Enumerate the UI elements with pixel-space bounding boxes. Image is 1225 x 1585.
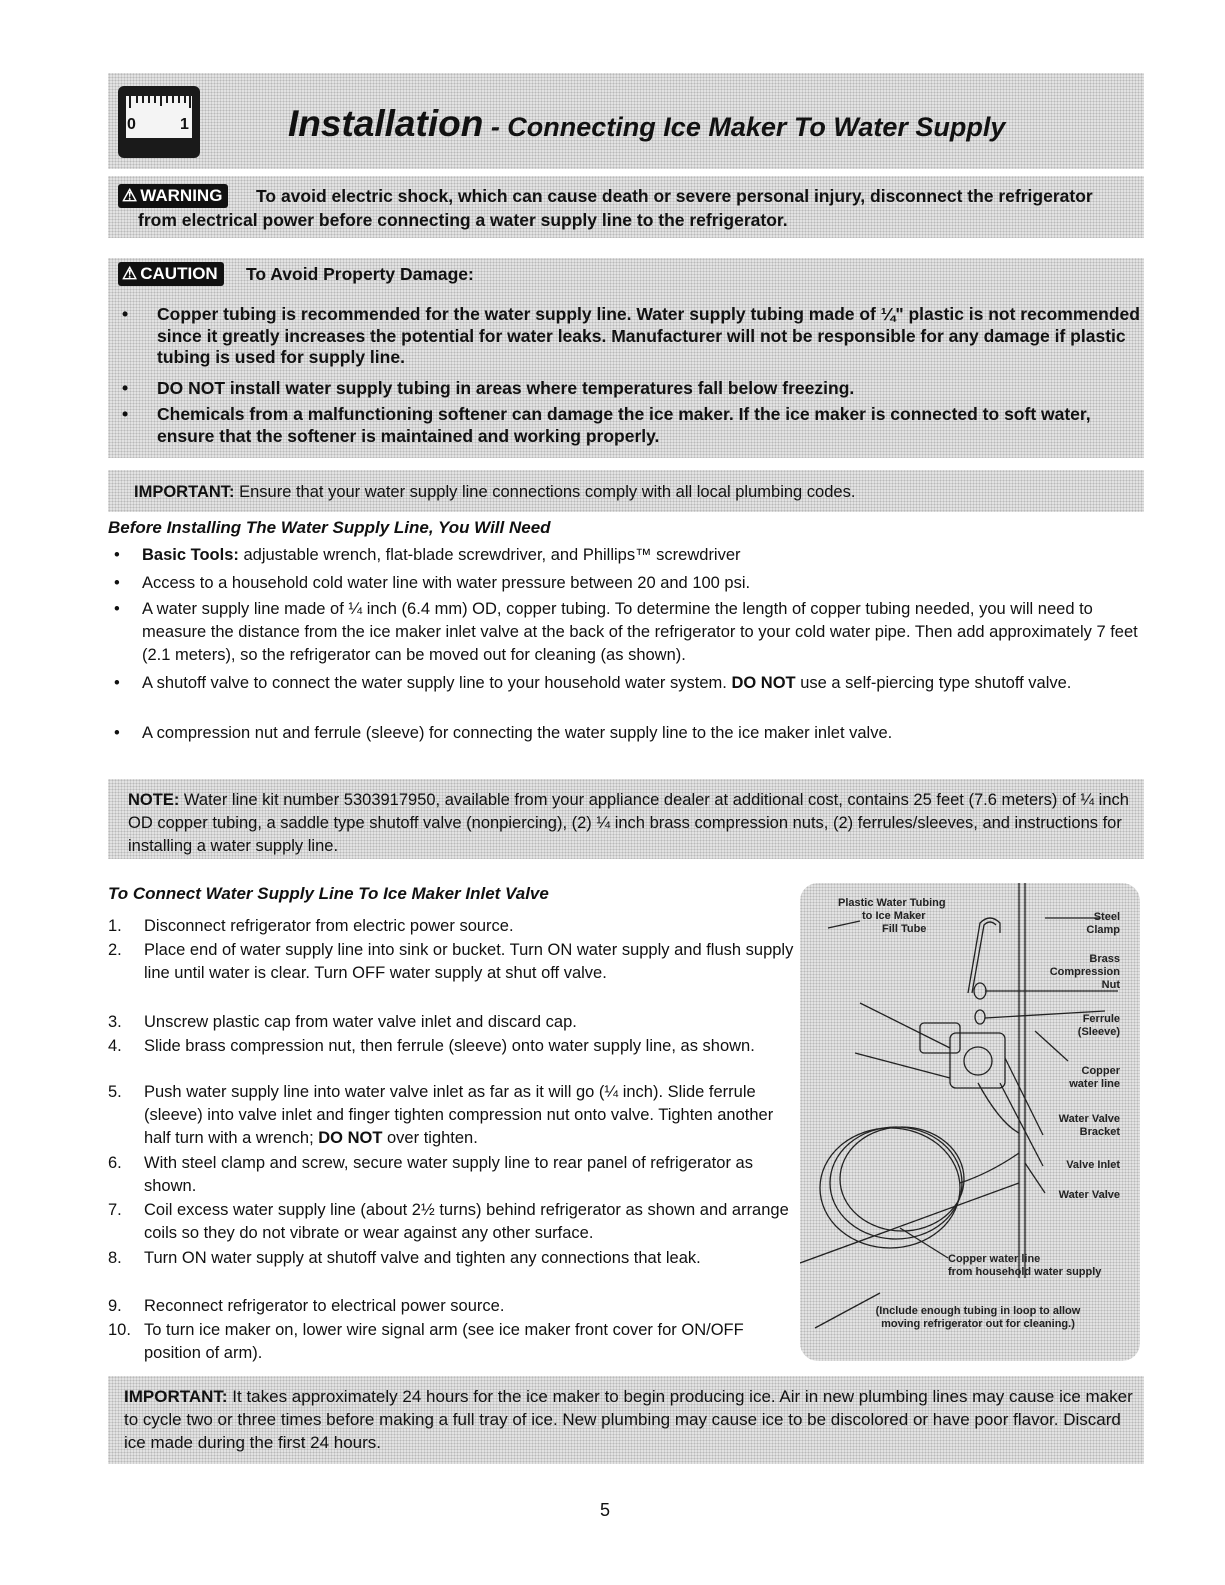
step-text: Reconnect refrigerator to electrical power source. [144, 1297, 505, 1315]
bullet-dot: • [114, 574, 120, 592]
step-bold: DO NOT [318, 1129, 383, 1147]
caution-bullet-text: Copper tubing is recommended for the water supply line. Water supply tubing made of ¼" plastic is not recommended since it greatly increases the potential for water leaks. Manufacturer will not be responsible for any damage if plastic tubing is used for supply line. [157, 304, 1140, 367]
step-number: 10. [108, 1321, 131, 1339]
ice-maker-connection-diagram [800, 883, 1140, 1361]
ruler-number-0: 0 [127, 116, 136, 133]
bullet-dot: • [122, 378, 129, 398]
requirements-heading: Before Installing The Water Supply Line, You Will Need [108, 518, 551, 537]
step-number: 7. [108, 1201, 122, 1219]
bullet-dot: • [114, 546, 120, 564]
important-box-plumbing [108, 470, 1144, 512]
step-text: Disconnect refrigerator from electric power source. [144, 917, 514, 935]
step-text: Coil excess water supply line (about 2½ turns) behind refrigerator as shown and arrange coils so they do not vibrate or wear against any other surface. [144, 1201, 789, 1242]
bullet-dot: • [114, 600, 120, 618]
step-number: 1. [108, 917, 122, 935]
requirement-bold: DO NOT [731, 674, 796, 692]
ruler-number-1: 1 [180, 116, 189, 133]
requirement-text: Access to a household cold water line with water pressure between 20 and 100 psi. [142, 574, 751, 592]
step-number: 3. [108, 1013, 122, 1031]
label-water-valve-bracket: Water Valve Bracket [1058, 1113, 1120, 1138]
step-text: over tighten. [382, 1129, 478, 1147]
label-copper-water-line-household: Copper water line from household water supply [948, 1253, 1102, 1278]
bullet-dot: • [122, 404, 129, 424]
caution-bullet-text: DO NOT install water supply tubing in areas where temperatures fall below freezing. [157, 378, 855, 398]
page-title [288, 103, 1005, 145]
important-plumbing-body: Ensure that your water supply line connections comply with all local plumbing codes. [234, 483, 856, 501]
important-label: IMPORTANT: [134, 483, 235, 501]
requirement-text: A water supply line made of ¼ inch (6.4 mm) OD, copper tubing. To determine the length of copper tubing needed, you will need to measure the distance from the ice maker inlet valve at the back of the refrigerator to your cold water pipe. Then add approximately 7 feet (2.1 meters), so the refrigerator can be moved out for cleaning (as shown). [142, 600, 1138, 664]
label-brass-compression-nut: Brass Compression Nut [1049, 953, 1120, 991]
label-valve-inlet: Valve Inlet [1066, 1159, 1120, 1171]
step-number: 8. [108, 1249, 122, 1267]
ruler-icon [118, 86, 200, 158]
warning-triangle-icon: ⚠ [122, 186, 138, 205]
bullet-dot: • [114, 674, 120, 692]
requirement-bold: Basic Tools: [142, 546, 239, 564]
label-include-tubing-loop: (Include enough tubing in loop to allow moving refrigerator out for cleaning.) [875, 1305, 1081, 1330]
warning-line-1: To avoid electric shock, which can cause death or severe personal injury, disconnect the refrigerator [256, 186, 1093, 206]
step-text: Slide brass compression nut, then ferrule (sleeve) onto water supply line, as shown. [144, 1037, 755, 1055]
label-plastic-water-tubing: Plastic Water Tubing to Ice Maker Fill Tube [838, 897, 946, 935]
page-number: 5 [600, 1500, 611, 1520]
step-text: Push water supply line into water valve inlet as far as it will go (¼ inch). Slide ferrule (sleeve) into valve inlet and finger tighten compression nut onto valve. Tighten another half turn with a wrench; [144, 1083, 774, 1147]
important-ice-text [124, 1385, 1139, 1454]
step-number: 6. [108, 1154, 122, 1172]
note-label: NOTE: [128, 791, 180, 809]
important-ice-body: It takes approximately 24 hours for the ice maker to begin producing ice. Air in new plumbing lines may cause ice maker to cycle two or three times before making a full tray of ice. New plumbing may cause ice to be discolored or have poor flavor. Discard ice made during the first 24 hours. [124, 1387, 1133, 1452]
requirement-text: A shutoff valve to connect the water supply line to your household water system. [142, 674, 732, 692]
caution-badge [118, 262, 224, 286]
step-number: 5. [108, 1083, 122, 1101]
step-number: 9. [108, 1297, 122, 1315]
label-water-valve: Water Valve [1058, 1189, 1120, 1201]
caution-box [108, 258, 1144, 458]
bullet-dot: • [114, 724, 120, 742]
warning-box [108, 176, 1144, 238]
requirement-text: use a self-piercing type shutoff valve. [795, 674, 1072, 692]
important-label: IMPORTANT: [124, 1387, 228, 1406]
step-text: Unscrew plastic cap from water valve inlet and discard cap. [144, 1013, 577, 1031]
note-box [108, 779, 1144, 859]
step-text: With steel clamp and screw, secure water supply line to rear panel of refrigerator as shown. [144, 1154, 753, 1195]
caution-bullet-text: Chemicals from a malfunctioning softener can damage the ice maker. If the ice maker is connected to soft water, ensure that the softener is maintained and working properly. [157, 404, 1091, 446]
step-text: Turn ON water supply at shutoff valve and tighten any connections that leak. [144, 1249, 701, 1267]
page-title-sub: - Connecting Ice Maker To Water Supply [483, 112, 1006, 142]
note-text [128, 789, 1138, 858]
note-body: Water line kit number 5303917950, available from your appliance dealer at additional cost, contains 25 feet (7.6 meters) of ¼ inch OD copper tubing, a saddle type shutoff valve (nonpiercing), (2) ¼ inch brass compression nuts, (2) ferrules/sleeves, and instructions for installing a water supply line. [128, 791, 1129, 855]
bullet-dot: • [122, 304, 129, 324]
label-ferrule-sleeve: Ferrule (Sleeve) [1077, 1013, 1120, 1038]
step-number: 2. [108, 941, 122, 959]
requirement-text: A compression nut and ferrule (sleeve) for connecting the water supply line to the ice maker inlet valve. [142, 724, 893, 742]
label-steel-clamp: Steel Clamp [1086, 911, 1120, 936]
page-title-main: Installation [288, 103, 484, 144]
warning-line-2: from electrical power before connecting a water supply line to the refrigerator. [138, 210, 788, 230]
caution-heading: To Avoid Property Damage: [246, 264, 474, 284]
important-plumbing-text [134, 481, 855, 504]
connect-heading: To Connect Water Supply Line To Ice Maker Inlet Valve [108, 884, 549, 903]
warning-badge-label: WARNING [140, 186, 223, 205]
label-copper-water-line: Copper water line [1069, 1065, 1120, 1090]
step-text: Place end of water supply line into sink or bucket. Turn ON water supply and flush supply line until water is clear. Turn OFF water supply at shut off valve. [144, 941, 794, 982]
step-text: To turn ice maker on, lower wire signal arm (see ice maker front cover for ON/OFF position of arm). [144, 1321, 744, 1362]
warning-badge [118, 184, 228, 208]
caution-badge-label: CAUTION [140, 264, 218, 283]
step-number: 4. [108, 1037, 122, 1055]
important-box-ice-production [108, 1376, 1144, 1464]
requirement-text: adjustable wrench, flat-blade screwdriver, and Phillips™ screwdriver [238, 546, 741, 564]
caution-triangle-icon: ⚠ [122, 264, 138, 283]
